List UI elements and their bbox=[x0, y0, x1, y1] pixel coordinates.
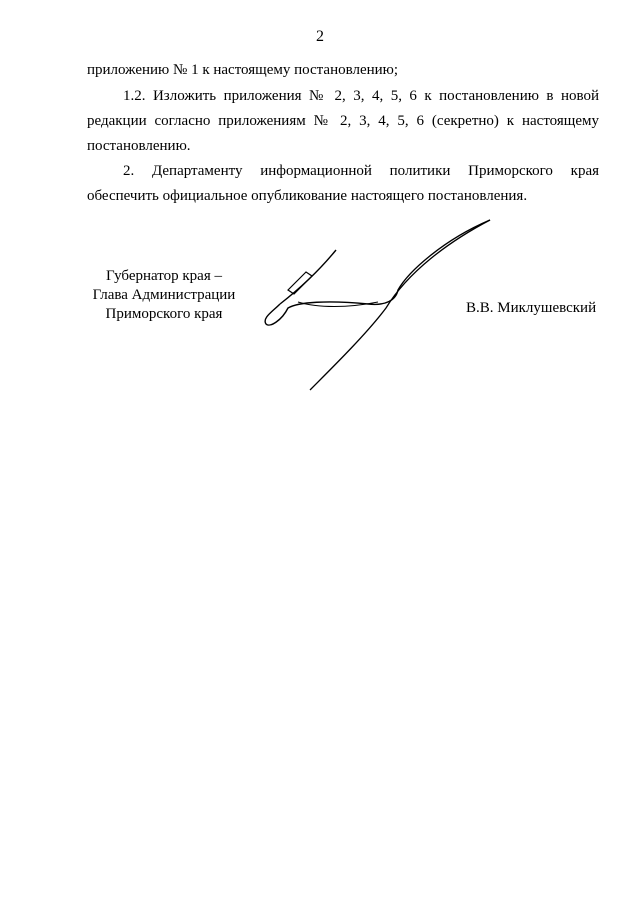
signatory-title-line: Приморского края bbox=[105, 306, 223, 322]
text-line: обеспечить официальное опубликование настоящего постановления. bbox=[87, 188, 528, 204]
text-line: редакции согласно приложениям № 2, 3, 4, 5, 6 (секретно) к настоящему bbox=[87, 113, 599, 129]
signatory-title-line: Глава Администрации bbox=[92, 287, 236, 303]
text-line: приложению № 1 к настоящему постановлению; bbox=[87, 62, 399, 78]
text-line: 2. Департаменту информационной политики Приморского края bbox=[123, 163, 599, 179]
signer-name: В.В. Миклушевский bbox=[466, 300, 597, 316]
paragraph-continuation bbox=[87, 58, 599, 83]
text-line: постановлению. bbox=[87, 138, 191, 154]
signatory-title bbox=[80, 267, 248, 324]
paragraph-item-1-2 bbox=[87, 84, 599, 159]
handwritten-signature bbox=[258, 212, 498, 397]
signatory-title-line: Губернатор края – bbox=[106, 268, 222, 284]
text-line: 1.2. Изложить приложения № 2, 3, 4, 5, 6 к постановлению в новой bbox=[123, 88, 599, 104]
paragraph-item-2 bbox=[87, 159, 599, 209]
page-number: 2 bbox=[316, 28, 324, 45]
